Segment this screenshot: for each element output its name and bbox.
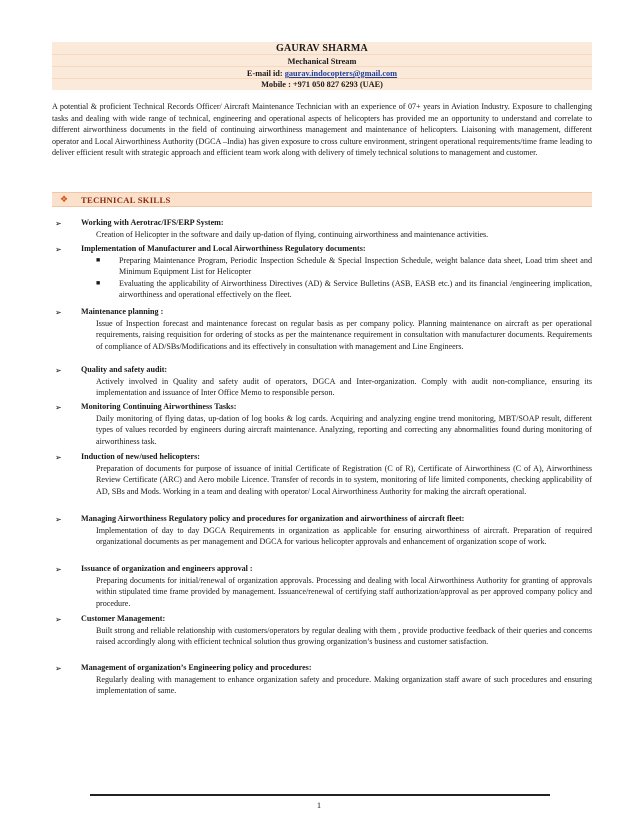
page-number: 1	[316, 800, 322, 810]
candidate-name: GAURAV SHARMA	[276, 43, 368, 54]
sub-bullet-text: Evaluating the applicability of Airworthiness Directives (AD) & Service Bulletins (ASB, EASB etc.) and its financial /engineering implication, airworthiness and operational effectively on the fleet.	[119, 279, 592, 300]
footer-rule	[90, 794, 550, 796]
profile-summary: A potential & proficient Technical Records Officer/ Aircraft Maintenance Technician with an experience of 07+ years in Aviation Industry. Exposure to challenging tasks and dealing with wide range of technical, engineering and operational aspects of helicopters has provided me an opportunity to understand and correlate to different airworthiness documents in the field of continuing airworthiness management and maintenance of helicopters. Liaisoning with management, different operator and Local Airworthiness Authority (DGCA –India) has given exposure to cross culture environment, stringent operational requirements/time frame leading to deliver efficient result with strategic approach and efficient team work along with delivery of timely technical solutions to management and customer.	[52, 102, 592, 158]
skill-title: Customer Management:	[81, 614, 166, 623]
header-stripe	[52, 78, 592, 79]
skill-title: Managing Airworthiness Regulatory policy and procedures for organization and airworthiness of aircraft fleet:	[81, 514, 465, 523]
arrow-bullet-icon: ➢	[55, 245, 62, 254]
header-stripe	[52, 54, 592, 55]
arrow-bullet-icon: ➢	[55, 308, 62, 317]
sub-bullet-text: Preparing Maintenance Program, Periodic Inspection Schedule & Special Inspection Schedule, weight balance data sheet, Load trim sheet and Minimum Equipment List for Helicopter	[119, 256, 592, 277]
arrow-bullet-icon: ➢	[55, 515, 62, 524]
skill-title: Issuance of organization and engineers approval :	[81, 564, 253, 573]
skill-title: Management of organization’s Engineering policy and procedures:	[81, 663, 312, 672]
skill-description: Issue of Inspection forecast and maintenance forecast on regular basis as per company policy. Planning maintenance on aircraft as per operational requirements, raising requisition for ordering of stocks as per the maintenance requirement in consultation with manufacturer documents. Requirements of compliance of AD/SBs/Modifications and its effectively in consultation with management and Line Engineers.	[96, 319, 592, 351]
skill-title: Maintenance planning :	[81, 307, 164, 316]
sub-bullet-item	[96, 278, 592, 301]
skill-description: Regularly dealing with management to enhance organization safety and procedure. Making organization staff aware of such procedures and ensuring implementation of same.	[96, 675, 592, 696]
email-label: E-mail id:	[246, 69, 283, 78]
email-line	[52, 69, 592, 78]
mobile-label: Mobile	[261, 80, 286, 89]
sub-bullet-item	[96, 255, 592, 278]
section-title: TECHNICAL SKILLS	[81, 195, 171, 205]
skill-title: Implementation of Manufacturer and Local Airworthiness Regulatory documents:	[81, 244, 366, 253]
square-bullet-icon: ■	[96, 279, 101, 287]
skill-title: Working with Aerotrac/IFS/ERP System:	[81, 218, 224, 227]
section-header-technical-skills	[52, 192, 592, 207]
skill-description: Daily monitoring of flying datas, up-dation of log books & log cards. Acquiring and analyzing engine trend monitoring, MBT/SOAP result, different types of values recorded by engineers during aircraft maintenance. Analyzing, reporting and correcting any abnormalities found during monitoring of airworthiness task.	[96, 414, 592, 446]
candidate-stream: Mechanical Stream	[287, 57, 357, 66]
email-link[interactable]: gaurav.indocopters@gmail.com	[284, 69, 398, 78]
skill-description: Preparing documents for initial/renewal of organization approvals. Processing and dealing with local Airworthiness Authority for granting of approvals within stipulated time frame provided by management. Issuance/renewal of certifying staff authorization/approval as per approved company policy and procedure.	[96, 576, 592, 608]
arrow-bullet-icon: ➢	[55, 453, 62, 462]
skill-description: Built strong and reliable relationship with customers/operators by regular dealing with them , provide productive feedback of their queries and concerns raised accordingly along with efficient technical solution thus growing organization’s business and customer satisfaction.	[96, 626, 592, 647]
arrow-bullet-icon: ➢	[55, 219, 62, 228]
skill-description: Actively involved in Quality and safety audit of operators, DGCA and Inter-organization. Comply with audit non-compliance, ensuring its implementation and issuance of Inter Office Memo to responsible person.	[96, 377, 592, 398]
skill-description: Implementation of day to day DGCA Requirements in organization as applicable for ensuring airworthiness of aircraft. Preparation of required organizational documents as per management and DGCA for various helicopter approvals and enhancement of organization scope of work.	[96, 526, 592, 547]
mobile-line	[52, 80, 592, 89]
header-stripe	[52, 66, 592, 67]
arrow-bullet-icon: ➢	[55, 366, 62, 375]
skill-description: Preparation of documents for purpose of issuance of initial Certificate of Registration (C of R), Certificate of Airworthiness (C of A), Airworthiness Review Certificate (ARC) and Aero mobile Licence. Transfer of records in to system, monitoring of life limited components, checking applicability of AD, SBs and Mods. Working in a team and dealing with operator/ Local Airworthiness Authority for making the aircraft operational.	[96, 464, 592, 496]
diamond-bullet-icon: ❖	[60, 194, 69, 204]
arrow-bullet-icon: ➢	[55, 403, 62, 412]
arrow-bullet-icon: ➢	[55, 664, 62, 673]
skill-title: Monitoring Continuing Airworthiness Tasks:	[81, 402, 237, 411]
mobile-number: : +971 050 827 6293 (UAE)	[288, 80, 383, 89]
square-bullet-icon: ■	[96, 256, 101, 264]
skill-title: Induction of new/used helicopters:	[81, 452, 200, 461]
skill-title: Quality and safety audit:	[81, 365, 168, 374]
skill-description: Creation of Helicopter in the software and daily up-dation of flying, continuing airworthiness and maintenance activities.	[96, 230, 489, 239]
arrow-bullet-icon: ➢	[55, 565, 62, 574]
arrow-bullet-icon: ➢	[55, 615, 62, 624]
